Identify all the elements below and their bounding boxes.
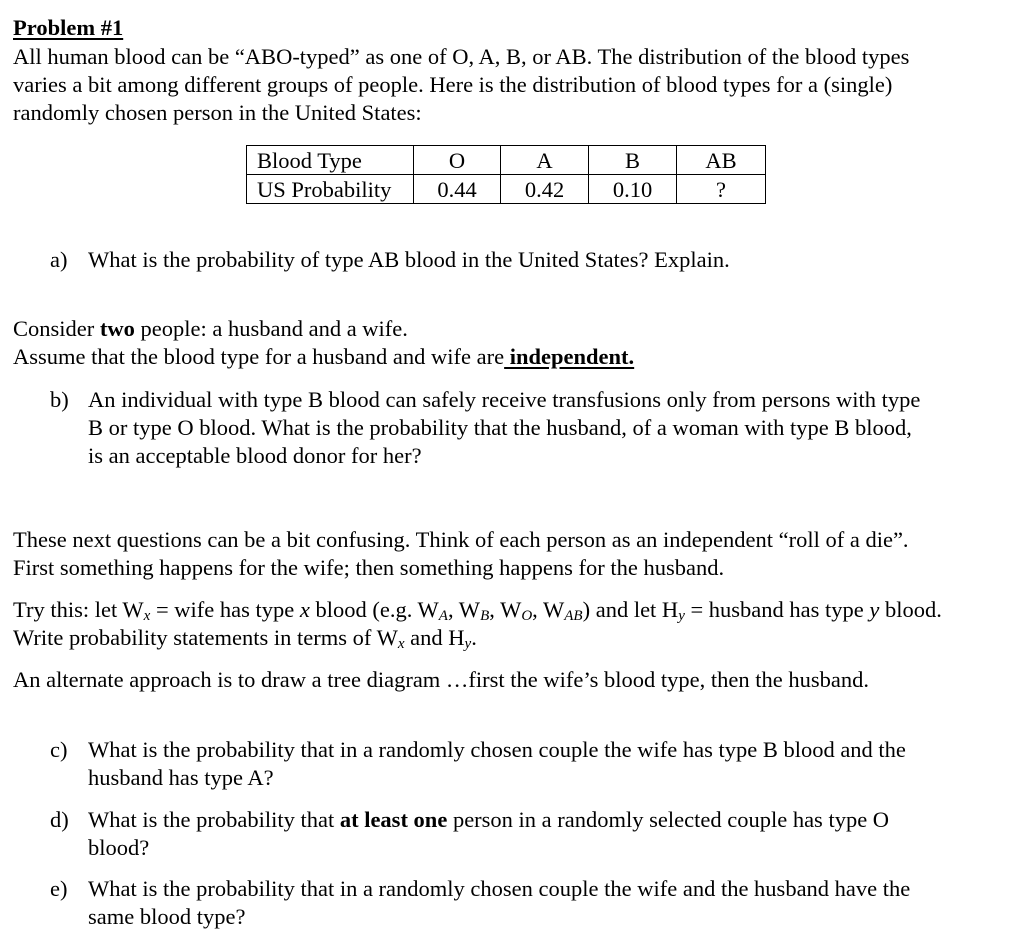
table-type-cell: O — [414, 146, 501, 175]
table-type-cell: AB — [677, 146, 766, 175]
try-this-line: Write probability statements in terms of $W_x$ and $H_y$. — [13, 625, 477, 652]
table-prob-cell: 0.42 — [501, 175, 589, 204]
table-prob-cell: ? — [677, 175, 766, 204]
question-label: e) — [50, 876, 68, 901]
question-text: What is the probability that in a randomly chosen couple the wife and the husband have the same blood type? — [88, 876, 911, 929]
alternate-approach: An alternate approach is to draw a tree diagram …first the wife’s blood type, then the husband. — [13, 667, 869, 692]
next-line: These next questions can be a bit confusing. Think of each person as an independent “roll of a die”. — [13, 527, 909, 552]
table-type-cell: B — [589, 146, 677, 175]
table-row-label: US Probability — [247, 175, 414, 204]
question-label: d) — [50, 807, 69, 832]
try-this-line: Try this: let $W_x$ = wife has type x blood (e.g. $W_A$, $W_B$, $W_O$, $W_{AB}$) and let $H_y$ = husband has type y blood. — [13, 597, 942, 624]
problem-title: Problem #1 — [13, 15, 124, 40]
table-type-cell: A — [501, 146, 589, 175]
table-row — [247, 175, 766, 204]
try-this-paragraph — [13, 596, 1024, 652]
next-paragraph — [13, 526, 1024, 582]
question-text: What is the probability that at least one person in a randomly selected couple has type O blood? — [88, 807, 890, 860]
table-prob-cell: 0.10 — [589, 175, 677, 204]
question-text: What is the probability of type AB blood in the United States? Explain. — [88, 247, 730, 272]
table-header-row — [247, 146, 766, 175]
assume-line: Assume that the blood type for a husband and wife are independent. — [13, 344, 635, 369]
intro-line: randomly chosen person in the United States: — [13, 100, 422, 125]
question-text: An individual with type B blood can safely receive transfusions only from persons with type B or type O blood. What is the probability that the husband, of a woman with type B blood, is an acceptable blood donor for her? — [88, 387, 921, 468]
question-label: a) — [50, 247, 68, 272]
intro-paragraph — [13, 43, 1024, 127]
intro-line: varies a bit among different groups of people. Here is the distribution of blood types for a (single) — [13, 72, 893, 97]
consider-paragraph — [13, 315, 1024, 371]
question-text: What is the probability that in a randomly chosen couple the wife has type B blood and the husband has type A? — [88, 737, 906, 790]
question-label: b) — [50, 387, 69, 412]
table-prob-cell: 0.44 — [414, 175, 501, 204]
consider-line: Consider two people: a husband and a wife. — [13, 316, 408, 341]
intro-line: All human blood can be “ABO-typed” as one of O, A, B, or AB. The distribution of the blood types — [13, 44, 910, 69]
blood-type-table — [246, 145, 766, 204]
table-header-label: Blood Type — [247, 146, 414, 175]
question-label: c) — [50, 737, 68, 762]
independent-emphasis: independent. — [504, 344, 635, 369]
next-line: First something happens for the wife; then something happens for the husband. — [13, 555, 725, 580]
